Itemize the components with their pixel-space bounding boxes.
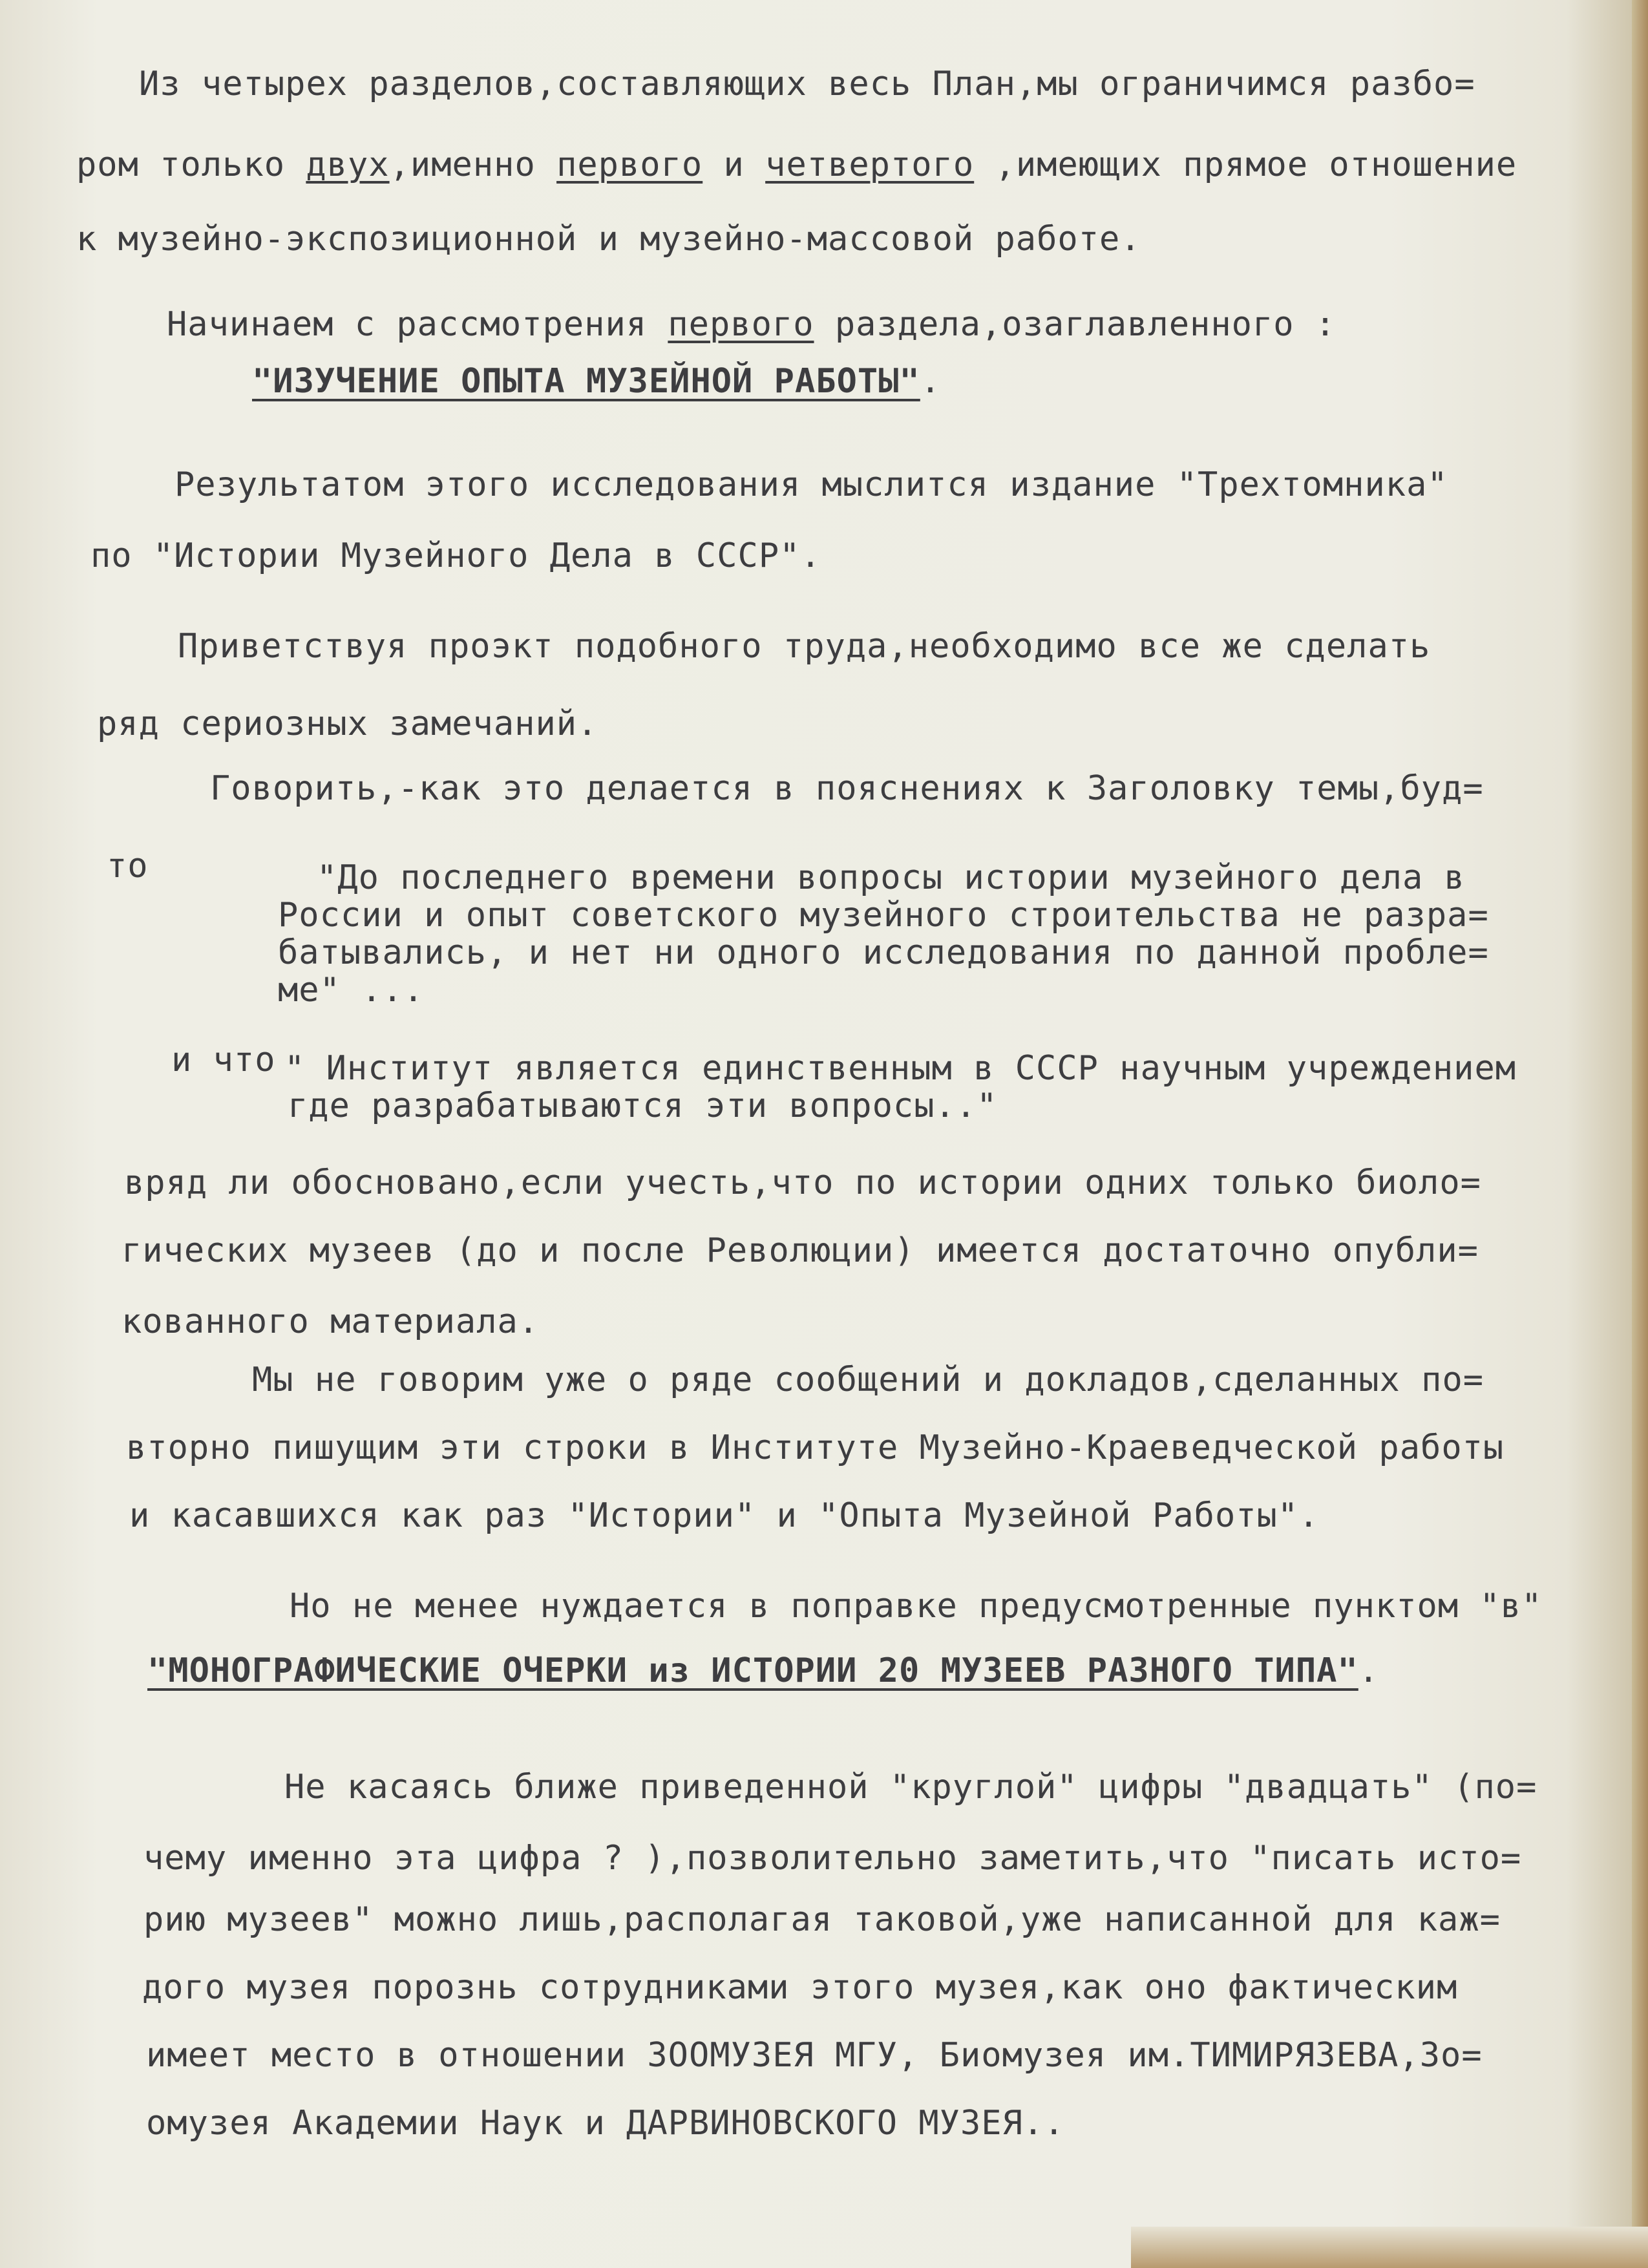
- text-span: гических музеев (до и после Революции) имеется достаточно опубли=: [121, 1231, 1479, 1270]
- text-line-26: [146, 2104, 1065, 2143]
- text-line-25: [146, 2036, 1483, 2075]
- quote-text: батывались, и нет ни одного исследования по данной пробле=: [278, 933, 1489, 972]
- underlined-word: первого: [668, 305, 814, 344]
- text-span: ,именно: [389, 145, 557, 184]
- text-span: Из четырех разделов,составляющих весь План,мы ограничимся разбо=: [139, 65, 1475, 103]
- text-span: по "Истории Музейного Дела в СССР".: [90, 536, 821, 575]
- text-span: Начинаем с рассмотрения: [167, 305, 668, 344]
- underlined-word: четвертого: [765, 145, 975, 184]
- text-span: Но не менее нуждается в поправке предусмотренные пунктом "в": [290, 1587, 1543, 1626]
- underlined-word: двух: [306, 145, 390, 184]
- text-line-9: [97, 705, 598, 743]
- text-line-12: [171, 1041, 276, 1079]
- text-span: ,имеющих прямое отношение: [974, 145, 1517, 184]
- quote-line-5: [284, 1050, 1516, 1086]
- text-line-24: [142, 1968, 1457, 2007]
- text-line-13: [124, 1163, 1481, 1202]
- text-span: Говорить,-как это делается в пояснениях к Заголовку темы,буд=: [210, 769, 1484, 808]
- quote-line-1: [317, 860, 1465, 896]
- text-line-21: [284, 1768, 1537, 1807]
- text-span: чему именно эта цифра ? ),позволительно заметить,что "писать исто=: [143, 1839, 1522, 1878]
- text-span: раздела,озаглавленного :: [814, 305, 1336, 344]
- text-span: дого музея порознь сотрудниками этого музея,как оно фактическим: [142, 1968, 1458, 2007]
- quote-text: где разрабатываются эти вопросы..": [288, 1086, 998, 1125]
- text-line-10: [210, 769, 1484, 808]
- quote-line-4: [278, 972, 424, 1008]
- text-span: рию музеев" можно лишь,располагая таковой,уже написанной для каж=: [143, 1900, 1501, 1939]
- text-line-19: [290, 1587, 1542, 1626]
- text-span: Результатом этого исследования мыслится издание "Трехтомника": [174, 465, 1448, 504]
- text-line-7: [90, 536, 821, 575]
- section-heading: "МОНОГРАФИЧЕСКИЕ ОЧЕРКИ из ИСТОРИИ 20 МУЗЕЕВ РАЗНОГО ТИПА": [147, 1651, 1358, 1690]
- text-span: Мы не говорим уже о ряде сообщений и докладов,сделанных по=: [252, 1361, 1484, 1399]
- text-line-15: [121, 1302, 539, 1341]
- section-heading-line-2: [147, 1651, 1379, 1690]
- quote-line-3: [278, 935, 1489, 971]
- text-line-22: [143, 1839, 1521, 1878]
- text-span: вторно пишущим эти строки в Институте Музейно-Краеведческой работы: [126, 1428, 1505, 1467]
- text-line-18: [129, 1496, 1319, 1535]
- quote-text: России и опыт советского музейного строительства не разра=: [278, 896, 1489, 935]
- text-span: имеет место в отношении ЗООМУЗЕЯ МГУ, Биомузея им.ТИМИРЯЗЕВА,Зо=: [146, 2036, 1483, 2075]
- text-line-14: [121, 1231, 1479, 1270]
- quote-text: "До последнего времени вопросы истории музейного дела в: [317, 858, 1465, 897]
- quote-text: ме" ...: [278, 971, 425, 1010]
- text-line-1: [139, 65, 1475, 103]
- text-line-3: [76, 220, 1141, 259]
- text-span: ряд сериозных замечаний.: [97, 705, 598, 743]
- text-span: ром только: [76, 145, 306, 184]
- text-line-11: [107, 847, 149, 885]
- text-span: .: [1358, 1651, 1380, 1690]
- text-span: омузея Академии Наук и ДАРВИНОВСКОГО МУЗЕЯ..: [146, 2104, 1065, 2143]
- text-span: и: [703, 145, 766, 184]
- text-span: вряд ли обосновано,если учесть,что по истории одних только биоло=: [124, 1163, 1481, 1202]
- text-line-16: [252, 1361, 1484, 1399]
- text-span: к музейно-экспозиционной и музейно-массовой работе.: [76, 220, 1141, 259]
- text-span: то: [107, 847, 149, 885]
- underlined-word: первого: [556, 145, 703, 184]
- text-line-2: [76, 145, 1517, 184]
- text-span: и касавшихся как раз "Истории" и "Опыта Музейной Работы".: [129, 1496, 1320, 1535]
- text-line-17: [126, 1428, 1504, 1467]
- section-heading-line: [252, 362, 941, 401]
- text-span: Не касаясь ближе приведенной "круглой" цифры "двадцать" (по=: [284, 1768, 1537, 1807]
- text-span: кованного материала.: [121, 1302, 540, 1341]
- text-span: .: [920, 362, 942, 401]
- text-span: Приветствуя проэкт подобного труда,необходимо все же сделать: [178, 627, 1431, 666]
- text-line-23: [143, 1900, 1501, 1939]
- page-corner: [1131, 2227, 1648, 2268]
- text-line-8: [178, 627, 1430, 666]
- section-heading: "ИЗУЧЕНИЕ ОПЫТА МУЗЕЙНОЙ РАБОТЫ": [252, 362, 920, 401]
- text-line-4: [167, 305, 1336, 344]
- page-edge: [1632, 0, 1648, 2268]
- quote-line-6: [288, 1088, 997, 1124]
- text-line-6: [174, 465, 1448, 504]
- quote-text: " Институт является единственным в СССР научным учреждением: [284, 1049, 1517, 1088]
- text-span: и что: [171, 1041, 276, 1079]
- quote-line-2: [278, 897, 1489, 933]
